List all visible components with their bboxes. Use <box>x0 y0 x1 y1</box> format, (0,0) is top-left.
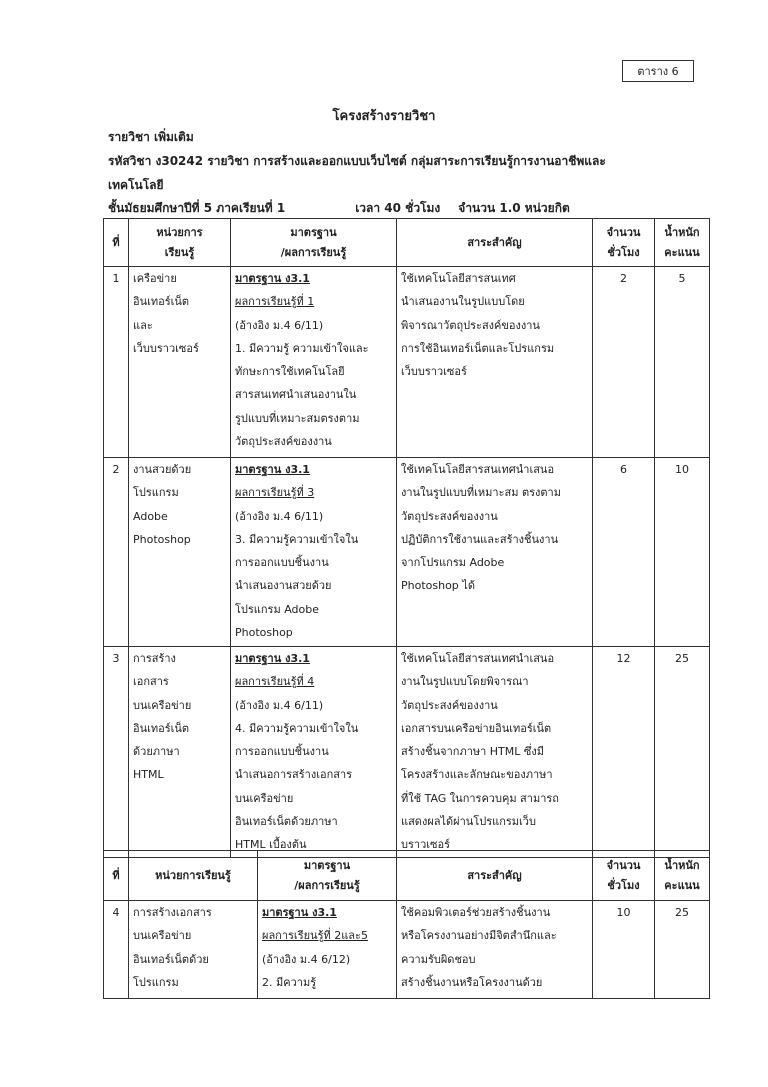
row-hours: 10 <box>593 901 655 999</box>
row-hours: 2 <box>593 267 655 458</box>
course-structure-table-continued <box>103 850 710 999</box>
row-unit: การสร้าง เอกสาร บนเครือข่าย อินเทอร์เน็ต ด้วยภาษา HTML <box>129 647 231 858</box>
course-structure-table <box>103 218 710 858</box>
table-row <box>104 267 710 458</box>
row-standard: มาตรฐาน ง3.1 ผลการเรียนรู้ที่ 4 (อ้างอิง ม.4 6/11) 4. มีความรู้ความเข้าใจใน การออกแบบชิ้นงาน นำเสนอการสร้างเอกสาร บนเครือข่าย อินเทอร์เน็ตด้วยภาษา HTML เบื้องต้น <box>231 647 397 858</box>
table-row <box>104 901 710 999</box>
header-hours: จำนวน ชั่วโมง <box>593 219 655 267</box>
course-code-line: รหัสวิชา ง30242 รายวิชา การสร้างและออกแบบเว็บไซต์ กลุ่มสาระการเรียนรู้การงานอาชีพและ <box>108 154 606 168</box>
row-weight: 10 <box>655 458 710 647</box>
table-header-row <box>104 219 710 267</box>
time-text: เวลา 40 ชั่วโมง <box>355 201 441 215</box>
row-no: 1 <box>104 267 129 458</box>
standard-label: มาตรฐาน ง3.1 <box>235 463 310 476</box>
outcome-label: ผลการเรียนรู้ที่ 4 <box>235 675 315 689</box>
course-code-line-2: เทคโนโลยี <box>108 178 164 192</box>
row-unit: การสร้างเอกสาร บนเครือข่าย อินเทอร์เน็ตด้วย โปรแกรม <box>129 901 258 999</box>
row-no: 2 <box>104 458 129 647</box>
page-label: ตาราง 6 <box>622 60 694 82</box>
header-unit: หน่วยการเรียนรู้ <box>129 851 258 901</box>
table-row <box>104 647 710 858</box>
header-weight: น้ำหนัก คะแนน <box>655 851 710 901</box>
outcome-label: ผลการเรียนรู้ที่ 1 <box>235 295 315 309</box>
standard-label: มาตรฐาน ง3.1 <box>235 272 310 285</box>
credit-text: จำนวน 1.0 หน่วยกิต <box>458 201 570 215</box>
document-title: โครงสร้างรายวิชา <box>332 109 436 124</box>
course-level-line <box>108 199 570 218</box>
header-no: ที่ <box>104 219 129 267</box>
table-row <box>104 458 710 647</box>
row-no: 3 <box>104 647 129 858</box>
row-standard: มาตรฐาน ง3.1 ผลการเรียนรู้ที่ 3 (อ้างอิง ม.4 6/11) 3. มีความรู้ความเข้าใจใน การออกแบบชิ้นงาน นำเสนองานสวยด้วย โปรแกรม Adobe Photoshop <box>231 458 397 647</box>
row-core: ใช้คอมพิวเตอร์ช่วยสร้างชิ้นงาน หรือโครงงานอย่างมีจิตสำนึกและ ความรับผิดชอบ สร้างชิ้นงานหรือโครงงานด้วย <box>397 901 593 999</box>
header-hours: จำนวน ชั่วโมง <box>593 851 655 901</box>
row-standard: มาตรฐาน ง3.1 ผลการเรียนรู้ที่ 1 (อ้างอิง ม.4 6/11) 1. มีความรู้ ความเข้าใจและ ทักษะการใช้เทคโนโลยี สารสนเทศนำเสนองานใน รูปแบบที่เหมาะสมตรงตาม วัตถุประสงค์ของงาน <box>231 267 397 458</box>
table-header-row <box>104 851 710 901</box>
header-weight: น้ำหนัก คะแนน <box>655 219 710 267</box>
course-type: รายวิชา เพิ่มเติม <box>108 130 194 144</box>
row-unit: งานสวยด้วย โปรแกรม Adobe Photoshop <box>129 458 231 647</box>
standard-label: มาตรฐาน ง3.1 <box>235 652 310 665</box>
row-hours: 12 <box>593 647 655 858</box>
row-core: ใช้เทคโนโลยีสารสนเทศนำเสนอ งานในรูปแบบโดยพิจารณา วัตถุประสงค์ของงาน เอกสารบนเครือข่ายอินเทอร์เน็ต สร้างชิ้นจากภาษา HTML ซึ่งมี โครงสร้างและลักษณะของภาษา ที่ใช้ TAG ในการควบคุม สามารถ แสดงผลได้ผ่านโปรแกรมเว็บ บราวเซอร์ <box>397 647 593 858</box>
row-standard: มาตรฐาน ง3.1 ผลการเรียนรู้ที่ 2และ5 (อ้างอิง ม.4 6/12) 2. มีความรู้ <box>258 901 397 999</box>
header-standard: มาตรฐาน /ผลการเรียนรู้ <box>231 219 397 267</box>
row-no: 4 <box>104 901 129 999</box>
header-standard: มาตรฐาน /ผลการเรียนรู้ <box>258 851 397 901</box>
row-weight: 25 <box>655 901 710 999</box>
header-no: ที่ <box>104 851 129 901</box>
row-hours: 6 <box>593 458 655 647</box>
outcome-label: ผลการเรียนรู้ที่ 3 <box>235 486 315 500</box>
standard-label: มาตรฐาน ง3.1 <box>262 906 337 919</box>
row-core: ใช้เทคโนโลยีสารสนเทศนำเสนอ งานในรูปแบบที่เหมาะสม ตรงตาม วัตถุประสงค์ของงาน ปฏิบัติการใช้งานและสร้างชิ้นงาน จากโปรแกรม Adobe Photoshop ได้ <box>397 458 593 647</box>
header-core: สาระสำคัญ <box>397 851 593 901</box>
header-unit: หน่วยการ เรียนรู้ <box>129 219 231 267</box>
level-text: ชั้นมัธยมศึกษาปีที่ 5 ภาคเรียนที่ 1 <box>108 201 286 215</box>
row-weight: 5 <box>655 267 710 458</box>
outcome-label: ผลการเรียนรู้ที่ 2และ5 <box>262 929 368 943</box>
header-core: สาระสำคัญ <box>397 219 593 267</box>
row-weight: 25 <box>655 647 710 858</box>
row-unit: เครือข่าย อินเทอร์เน็ต และ เว็บบราวเซอร์ <box>129 267 231 458</box>
row-core: ใช้เทคโนโลยีสารสนเทศ นำเสนองานในรูปแบบโดย พิจารณาวัตถุประสงค์ของงาน การใช้อินเทอร์เน็ตและโปรแกรม เว็บบราวเซอร์ <box>397 267 593 458</box>
